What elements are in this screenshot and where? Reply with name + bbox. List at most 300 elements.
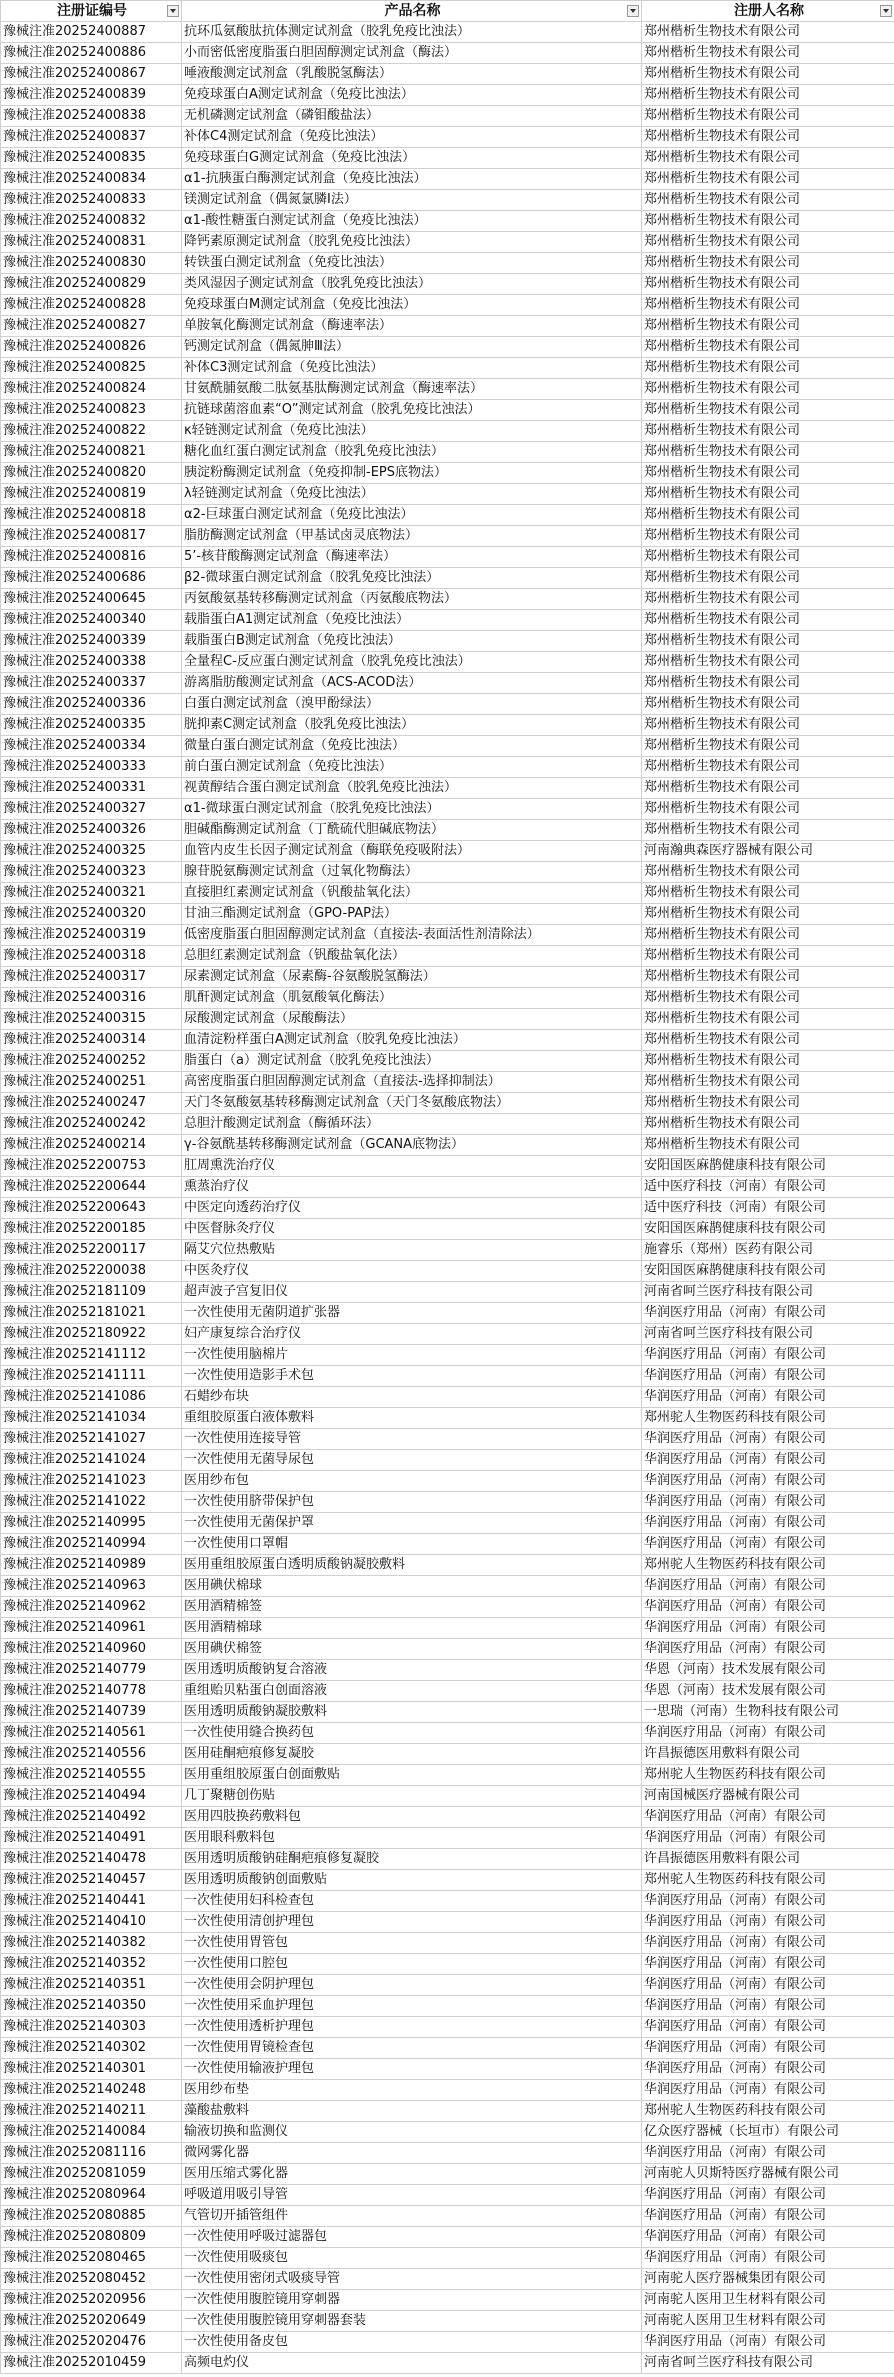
cell-registrant[interactable]: 华润医疗用品（河南）有限公司 xyxy=(642,1345,894,1366)
cell-registrant[interactable]: 郑州楷析生物技术有限公司 xyxy=(642,736,894,757)
cell-reg-no[interactable]: 豫械注准20252140556 xyxy=(1,1744,182,1765)
cell-product-name[interactable]: 重组贻贝粘蛋白创面溶液 xyxy=(182,1681,642,1702)
cell-reg-no[interactable]: 豫械注准20252400821 xyxy=(1,442,182,463)
cell-registrant[interactable]: 河南省呵兰医疗科技有限公司 xyxy=(642,2353,894,2374)
cell-registrant[interactable]: 华润医疗用品（河南）有限公司 xyxy=(642,1912,894,1933)
cell-registrant[interactable]: 郑州楷析生物技术有限公司 xyxy=(642,442,894,463)
cell-registrant[interactable]: 华润医疗用品（河南）有限公司 xyxy=(642,1597,894,1618)
cell-registrant[interactable]: 河南驼人医用卫生材料有限公司 xyxy=(642,2290,894,2311)
cell-product-name[interactable]: 小而密低密度脂蛋白胆固醇测定试剂盒（酶法） xyxy=(182,43,642,64)
cell-product-name[interactable]: 医用碘伏棉球 xyxy=(182,1576,642,1597)
cell-reg-no[interactable]: 豫械注准20252200753 xyxy=(1,1156,182,1177)
cell-reg-no[interactable]: 豫械注准20252141086 xyxy=(1,1387,182,1408)
cell-registrant[interactable]: 郑州楷析生物技术有限公司 xyxy=(642,1135,894,1156)
cell-registrant[interactable]: 郑州楷析生物技术有限公司 xyxy=(642,127,894,148)
cell-registrant[interactable]: 华恩（河南）技术发展有限公司 xyxy=(642,1681,894,1702)
cell-reg-no[interactable]: 豫械注准20252400686 xyxy=(1,568,182,589)
cell-reg-no[interactable]: 豫械注准20252400820 xyxy=(1,463,182,484)
cell-reg-no[interactable]: 豫械注准20252400318 xyxy=(1,946,182,967)
cell-reg-no[interactable]: 豫械注准20252200117 xyxy=(1,1240,182,1261)
cell-registrant[interactable]: 华润医疗用品（河南）有限公司 xyxy=(642,1891,894,1912)
cell-product-name[interactable]: 胆碱酯酶测定试剂盒（丁酰硫代胆碱底物法） xyxy=(182,820,642,841)
cell-reg-no[interactable]: 豫械注准20252400887 xyxy=(1,22,182,43)
cell-product-name[interactable]: 超声波子宫复旧仪 xyxy=(182,1282,642,1303)
cell-registrant[interactable]: 华润医疗用品（河南）有限公司 xyxy=(642,1807,894,1828)
filter-dropdown-icon[interactable] xyxy=(880,5,892,17)
cell-product-name[interactable]: 腺苷脱氨酶测定试剂盒（过氧化物酶法） xyxy=(182,862,642,883)
cell-product-name[interactable]: 医用纱布包 xyxy=(182,1471,642,1492)
cell-reg-no[interactable]: 豫械注准20252400247 xyxy=(1,1093,182,1114)
cell-product-name[interactable]: 一次性使用缝合换药包 xyxy=(182,1723,642,1744)
cell-product-name[interactable]: 一次性使用口罩帽 xyxy=(182,1534,642,1555)
cell-product-name[interactable]: 藻酸盐敷料 xyxy=(182,2101,642,2122)
cell-registrant[interactable]: 郑州楷析生物技术有限公司 xyxy=(642,85,894,106)
cell-product-name[interactable]: 一次性使用密闭式吸痰导管 xyxy=(182,2269,642,2290)
cell-reg-no[interactable]: 豫械注准20252140960 xyxy=(1,1639,182,1660)
cell-reg-no[interactable]: 豫械注准20252140351 xyxy=(1,1975,182,1996)
cell-product-name[interactable]: 一次性使用采血护理包 xyxy=(182,1996,642,2017)
cell-registrant[interactable]: 郑州楷析生物技术有限公司 xyxy=(642,316,894,337)
cell-registrant[interactable]: 安阳国医麻鹊健康科技有限公司 xyxy=(642,1261,894,1282)
cell-product-name[interactable]: 医用压缩式雾化器 xyxy=(182,2164,642,2185)
cell-reg-no[interactable]: 豫械注准20252080885 xyxy=(1,2206,182,2227)
cell-reg-no[interactable]: 豫械注准20252080809 xyxy=(1,2227,182,2248)
cell-registrant[interactable]: 郑州楷析生物技术有限公司 xyxy=(642,652,894,673)
cell-registrant[interactable]: 适中医疗科技（河南）有限公司 xyxy=(642,1198,894,1219)
cell-product-name[interactable]: 免疫球蛋白G测定试剂盒（免疫比浊法） xyxy=(182,148,642,169)
cell-registrant[interactable]: 华润医疗用品（河南）有限公司 xyxy=(642,1639,894,1660)
cell-registrant[interactable]: 郑州楷析生物技术有限公司 xyxy=(642,337,894,358)
cell-reg-no[interactable]: 豫械注准20252140303 xyxy=(1,2017,182,2038)
cell-reg-no[interactable]: 豫械注准20252400830 xyxy=(1,253,182,274)
cell-reg-no[interactable]: 豫械注准20252140478 xyxy=(1,1849,182,1870)
cell-registrant[interactable]: 华润医疗用品（河南）有限公司 xyxy=(642,2059,894,2080)
cell-product-name[interactable]: β2-微球蛋白测定试剂盒（胶乳免疫比浊法） xyxy=(182,568,642,589)
cell-reg-no[interactable]: 豫械注准20252400339 xyxy=(1,631,182,652)
cell-reg-no[interactable]: 豫械注准20252140995 xyxy=(1,1513,182,1534)
cell-registrant[interactable]: 郑州楷析生物技术有限公司 xyxy=(642,211,894,232)
cell-reg-no[interactable]: 豫械注准20252140441 xyxy=(1,1891,182,1912)
cell-reg-no[interactable]: 豫械注准20252400340 xyxy=(1,610,182,631)
cell-registrant[interactable]: 郑州楷析生物技术有限公司 xyxy=(642,694,894,715)
cell-registrant[interactable]: 郑州楷析生物技术有限公司 xyxy=(642,22,894,43)
cell-reg-no[interactable]: 豫械注准20252140962 xyxy=(1,1597,182,1618)
cell-product-name[interactable]: 医用透明质酸钠创面敷贴 xyxy=(182,1870,642,1891)
cell-product-name[interactable]: 隔艾穴位热敷贴 xyxy=(182,1240,642,1261)
cell-product-name[interactable]: 镁测定试剂盒（偶氮氯膦Ⅰ法） xyxy=(182,190,642,211)
filter-dropdown-icon[interactable] xyxy=(627,5,639,17)
cell-reg-no[interactable]: 豫械注准20252400320 xyxy=(1,904,182,925)
cell-registrant[interactable]: 河南驼人医用卫生材料有限公司 xyxy=(642,2311,894,2332)
cell-reg-no[interactable]: 豫械注准20252010459 xyxy=(1,2353,182,2374)
cell-reg-no[interactable]: 豫械注准20252020956 xyxy=(1,2290,182,2311)
cell-registrant[interactable]: 郑州楷析生物技术有限公司 xyxy=(642,148,894,169)
cell-product-name[interactable]: 一次性使用造影手术包 xyxy=(182,1366,642,1387)
cell-reg-no[interactable]: 豫械注准20252140457 xyxy=(1,1870,182,1891)
cell-reg-no[interactable]: 豫械注准20252400867 xyxy=(1,64,182,85)
cell-product-name[interactable]: 血清淀粉样蛋白A测定试剂盒（胶乳免疫比浊法） xyxy=(182,1030,642,1051)
cell-registrant[interactable]: 华润医疗用品（河南）有限公司 xyxy=(642,2227,894,2248)
cell-registrant[interactable]: 华润医疗用品（河南）有限公司 xyxy=(642,1429,894,1450)
cell-reg-no[interactable]: 豫械注准20252400317 xyxy=(1,967,182,988)
cell-reg-no[interactable]: 豫械注准20252140492 xyxy=(1,1807,182,1828)
cell-registrant[interactable]: 郑州楷析生物技术有限公司 xyxy=(642,568,894,589)
cell-product-name[interactable]: 尿素测定试剂盒（尿素酶-谷氨酸脱氢酶法） xyxy=(182,967,642,988)
cell-reg-no[interactable]: 豫械注准20252400335 xyxy=(1,715,182,736)
cell-reg-no[interactable]: 豫械注准20252400242 xyxy=(1,1114,182,1135)
cell-registrant[interactable]: 河南驼人医疗器械集团有限公司 xyxy=(642,2269,894,2290)
cell-registrant[interactable]: 郑州楷析生物技术有限公司 xyxy=(642,358,894,379)
cell-product-name[interactable]: 总胆汁酸测定试剂盒（酶循环法） xyxy=(182,1114,642,1135)
cell-registrant[interactable]: 郑州楷析生物技术有限公司 xyxy=(642,547,894,568)
cell-product-name[interactable]: 抗链球菌溶血素“O”测定试剂盒（胶乳免疫比浊法） xyxy=(182,400,642,421)
cell-product-name[interactable]: 一次性使用连接导管 xyxy=(182,1429,642,1450)
cell-product-name[interactable]: 高密度脂蛋白胆固醇测定试剂盒（直接法-选择抑制法） xyxy=(182,1072,642,1093)
cell-registrant[interactable]: 华恩（河南）技术发展有限公司 xyxy=(642,1660,894,1681)
cell-product-name[interactable]: 载脂蛋白B测定试剂盒（免疫比浊法） xyxy=(182,631,642,652)
cell-reg-no[interactable]: 豫械注准20252081116 xyxy=(1,2143,182,2164)
cell-registrant[interactable]: 郑州楷析生物技术有限公司 xyxy=(642,589,894,610)
cell-registrant[interactable]: 郑州楷析生物技术有限公司 xyxy=(642,526,894,547)
cell-product-name[interactable]: 中医定向透药治疗仪 xyxy=(182,1198,642,1219)
cell-registrant[interactable]: 施睿乐（郑州）医药有限公司 xyxy=(642,1240,894,1261)
cell-product-name[interactable]: 一次性使用无菌导尿包 xyxy=(182,1450,642,1471)
cell-registrant[interactable]: 华润医疗用品（河南）有限公司 xyxy=(642,1975,894,1996)
cell-reg-no[interactable]: 豫械注准20252141024 xyxy=(1,1450,182,1471)
cell-product-name[interactable]: 载脂蛋白A1测定试剂盒（免疫比浊法） xyxy=(182,610,642,631)
cell-registrant[interactable]: 郑州楷析生物技术有限公司 xyxy=(642,484,894,505)
cell-reg-no[interactable]: 豫械注准20252400817 xyxy=(1,526,182,547)
cell-registrant[interactable]: 郑州楷析生物技术有限公司 xyxy=(642,1009,894,1030)
cell-reg-no[interactable]: 豫械注准20252080452 xyxy=(1,2269,182,2290)
cell-registrant[interactable]: 郑州楷析生物技术有限公司 xyxy=(642,43,894,64)
cell-product-name[interactable]: 呼吸道用吸引导管 xyxy=(182,2185,642,2206)
cell-registrant[interactable]: 郑州楷析生物技术有限公司 xyxy=(642,64,894,85)
cell-product-name[interactable]: 天门冬氨酸氨基转移酶测定试剂盒（天门冬氨酸底物法） xyxy=(182,1093,642,1114)
cell-registrant[interactable]: 华润医疗用品（河南）有限公司 xyxy=(642,1933,894,1954)
cell-product-name[interactable]: 一次性使用呼吸过滤器包 xyxy=(182,2227,642,2248)
cell-reg-no[interactable]: 豫械注准20252400823 xyxy=(1,400,182,421)
cell-reg-no[interactable]: 豫械注准20252080465 xyxy=(1,2248,182,2269)
cell-registrant[interactable]: 郑州楷析生物技术有限公司 xyxy=(642,631,894,652)
cell-reg-no[interactable]: 豫械注准20252200643 xyxy=(1,1198,182,1219)
cell-product-name[interactable]: 医用透明质酸钠凝胶敷料 xyxy=(182,1702,642,1723)
cell-product-name[interactable]: 胰淀粉酶测定试剂盒（免疫抑制-EPS底物法） xyxy=(182,463,642,484)
cell-registrant[interactable]: 一思瑞（河南）生物科技有限公司 xyxy=(642,1702,894,1723)
cell-product-name[interactable]: 一次性使用透析护理包 xyxy=(182,2017,642,2038)
cell-product-name[interactable]: 抗环瓜氨酸肽抗体测定试剂盒（胶乳免疫比浊法） xyxy=(182,22,642,43)
cell-registrant[interactable]: 郑州楷析生物技术有限公司 xyxy=(642,925,894,946)
cell-reg-no[interactable]: 豫械注准20252140301 xyxy=(1,2059,182,2080)
cell-reg-no[interactable]: 豫械注准20252020649 xyxy=(1,2311,182,2332)
cell-registrant[interactable]: 安阳国医麻鹊健康科技有限公司 xyxy=(642,1156,894,1177)
cell-product-name[interactable]: 几丁聚糖创伤贴 xyxy=(182,1786,642,1807)
cell-product-name[interactable]: 一次性使用吸痰包 xyxy=(182,2248,642,2269)
cell-product-name[interactable]: 补体C3测定试剂盒（免疫比浊法） xyxy=(182,358,642,379)
cell-registrant[interactable]: 河南省呵兰医疗科技有限公司 xyxy=(642,1282,894,1303)
cell-reg-no[interactable]: 豫械注准20252140410 xyxy=(1,1912,182,1933)
cell-product-name[interactable]: 一次性使用输液护理包 xyxy=(182,2059,642,2080)
cell-product-name[interactable]: 微量白蛋白测定试剂盒（免疫比浊法） xyxy=(182,736,642,757)
cell-product-name[interactable]: 尿酸测定试剂盒（尿酸酶法） xyxy=(182,1009,642,1030)
cell-registrant[interactable]: 郑州驼人生物医药科技有限公司 xyxy=(642,2101,894,2122)
cell-product-name[interactable]: 甘氨酰脯氨酸二肽氨基肽酶测定试剂盒（酶速率法） xyxy=(182,379,642,400)
cell-reg-no[interactable]: 豫械注准20252140352 xyxy=(1,1954,182,1975)
cell-registrant[interactable]: 华润医疗用品（河南）有限公司 xyxy=(642,2080,894,2101)
cell-reg-no[interactable]: 豫械注准20252400886 xyxy=(1,43,182,64)
cell-reg-no[interactable]: 豫械注准20252140248 xyxy=(1,2080,182,2101)
cell-registrant[interactable]: 郑州楷析生物技术有限公司 xyxy=(642,1114,894,1135)
cell-reg-no[interactable]: 豫械注准20252200038 xyxy=(1,1261,182,1282)
cell-reg-no[interactable]: 豫械注准20252400252 xyxy=(1,1051,182,1072)
cell-reg-no[interactable]: 豫械注准20252400336 xyxy=(1,694,182,715)
cell-reg-no[interactable]: 豫械注准20252141023 xyxy=(1,1471,182,1492)
cell-product-name[interactable]: κ轻链测定试剂盒（免疫比浊法） xyxy=(182,421,642,442)
cell-reg-no[interactable]: 豫械注准20252400316 xyxy=(1,988,182,1009)
cell-product-name[interactable]: 妇产康复综合治疗仪 xyxy=(182,1324,642,1345)
cell-product-name[interactable]: α1-抗胰蛋白酶测定试剂盒（免疫比浊法） xyxy=(182,169,642,190)
cell-reg-no[interactable]: 豫械注准20252400251 xyxy=(1,1072,182,1093)
cell-registrant[interactable]: 河南驼人贝斯特医疗器械有限公司 xyxy=(642,2164,894,2185)
cell-product-name[interactable]: 单胺氧化酶测定试剂盒（酶速率法） xyxy=(182,316,642,337)
cell-product-name[interactable]: 一次性使用脑棉片 xyxy=(182,1345,642,1366)
cell-reg-no[interactable]: 豫械注准20252141034 xyxy=(1,1408,182,1429)
cell-reg-no[interactable]: 豫械注准20252400828 xyxy=(1,295,182,316)
cell-reg-no[interactable]: 豫械注准20252400315 xyxy=(1,1009,182,1030)
cell-product-name[interactable]: 高频电灼仪 xyxy=(182,2353,642,2374)
cell-registrant[interactable]: 郑州楷析生物技术有限公司 xyxy=(642,232,894,253)
cell-product-name[interactable]: 一次性使用腹腔镜用穿刺器 xyxy=(182,2290,642,2311)
cell-product-name[interactable]: 前白蛋白测定试剂盒（免疫比浊法） xyxy=(182,757,642,778)
cell-product-name[interactable]: 医用重组胶原蛋白透明质酸钠凝胶敷料 xyxy=(182,1555,642,1576)
cell-reg-no[interactable]: 豫械注准20252140350 xyxy=(1,1996,182,2017)
cell-reg-no[interactable]: 豫械注准20252400835 xyxy=(1,148,182,169)
cell-reg-no[interactable]: 豫械注准20252400334 xyxy=(1,736,182,757)
cell-product-name[interactable]: 甘油三酯测定试剂盒（GPO-PAP法） xyxy=(182,904,642,925)
cell-reg-no[interactable]: 豫械注准20252141111 xyxy=(1,1366,182,1387)
cell-registrant[interactable]: 郑州楷析生物技术有限公司 xyxy=(642,610,894,631)
cell-product-name[interactable]: 医用四肢换药敷料包 xyxy=(182,1807,642,1828)
cell-registrant[interactable]: 郑州驼人生物医药科技有限公司 xyxy=(642,1555,894,1576)
cell-reg-no[interactable]: 豫械注准20252400831 xyxy=(1,232,182,253)
cell-product-name[interactable]: 一次性使用胃管包 xyxy=(182,1933,642,1954)
cell-registrant[interactable]: 郑州楷析生物技术有限公司 xyxy=(642,1051,894,1072)
cell-reg-no[interactable]: 豫械注准20252140989 xyxy=(1,1555,182,1576)
cell-product-name[interactable]: 医用重组胶原蛋白创面敷贴 xyxy=(182,1765,642,1786)
cell-registrant[interactable]: 郑州楷析生物技术有限公司 xyxy=(642,778,894,799)
cell-reg-no[interactable]: 豫械注准20252181021 xyxy=(1,1303,182,1324)
cell-reg-no[interactable]: 豫械注准20252180922 xyxy=(1,1324,182,1345)
cell-registrant[interactable]: 郑州楷析生物技术有限公司 xyxy=(642,190,894,211)
cell-product-name[interactable]: 医用眼科敷料包 xyxy=(182,1828,642,1849)
cell-registrant[interactable]: 郑州驼人生物医药科技有限公司 xyxy=(642,1870,894,1891)
cell-reg-no[interactable]: 豫械注准20252400839 xyxy=(1,85,182,106)
cell-reg-no[interactable]: 豫械注准20252140491 xyxy=(1,1828,182,1849)
cell-registrant[interactable]: 适中医疗科技（河南）有限公司 xyxy=(642,1177,894,1198)
cell-product-name[interactable]: 一次性使用脐带保护包 xyxy=(182,1492,642,1513)
cell-registrant[interactable]: 华润医疗用品（河南）有限公司 xyxy=(642,1492,894,1513)
cell-registrant[interactable]: 安阳国医麻鹊健康科技有限公司 xyxy=(642,1219,894,1240)
cell-reg-no[interactable]: 豫械注准20252400319 xyxy=(1,925,182,946)
cell-reg-no[interactable]: 豫械注准20252141027 xyxy=(1,1429,182,1450)
cell-registrant[interactable]: 郑州驼人生物医药科技有限公司 xyxy=(642,1765,894,1786)
cell-registrant[interactable]: 郑州楷析生物技术有限公司 xyxy=(642,1072,894,1093)
cell-product-name[interactable]: 钙测定试剂盒（偶氮胂Ⅲ法） xyxy=(182,337,642,358)
cell-registrant[interactable]: 华润医疗用品（河南）有限公司 xyxy=(642,1618,894,1639)
cell-registrant[interactable]: 华润医疗用品（河南）有限公司 xyxy=(642,1576,894,1597)
cell-product-name[interactable]: 一次性使用无菌保护罩 xyxy=(182,1513,642,1534)
cell-product-name[interactable]: 医用酒精棉球 xyxy=(182,1618,642,1639)
cell-registrant[interactable]: 河南国械医疗器械有限公司 xyxy=(642,1786,894,1807)
cell-reg-no[interactable]: 豫械注准20252400834 xyxy=(1,169,182,190)
cell-registrant[interactable]: 郑州楷析生物技术有限公司 xyxy=(642,1030,894,1051)
cell-registrant[interactable]: 华润医疗用品（河南）有限公司 xyxy=(642,2017,894,2038)
cell-product-name[interactable]: 白蛋白测定试剂盒（溴甲酚绿法） xyxy=(182,694,642,715)
cell-reg-no[interactable]: 豫械注准20252400838 xyxy=(1,106,182,127)
cell-registrant[interactable]: 河南瀚典森医疗器械有限公司 xyxy=(642,841,894,862)
cell-product-name[interactable]: 一次性使用会阴护理包 xyxy=(182,1975,642,1996)
cell-product-name[interactable]: 转铁蛋白测定试剂盒（免疫比浊法） xyxy=(182,253,642,274)
cell-product-name[interactable]: 中医督脉灸疗仪 xyxy=(182,1219,642,1240)
cell-registrant[interactable]: 亿众医疗器械（长垣市）有限公司 xyxy=(642,2122,894,2143)
cell-product-name[interactable]: 一次性使用无菌阴道扩张器 xyxy=(182,1303,642,1324)
cell-registrant[interactable]: 郑州楷析生物技术有限公司 xyxy=(642,862,894,883)
cell-reg-no[interactable]: 豫械注准20252400824 xyxy=(1,379,182,400)
cell-reg-no[interactable]: 豫械注准20252400829 xyxy=(1,274,182,295)
cell-registrant[interactable]: 华润医疗用品（河南）有限公司 xyxy=(642,2206,894,2227)
cell-registrant[interactable]: 华润医疗用品（河南）有限公司 xyxy=(642,2248,894,2269)
cell-product-name[interactable]: α2-巨球蛋白测定试剂盒（免疫比浊法） xyxy=(182,505,642,526)
cell-reg-no[interactable]: 豫械注准20252140963 xyxy=(1,1576,182,1597)
cell-reg-no[interactable]: 豫械注准20252400333 xyxy=(1,757,182,778)
cell-registrant[interactable]: 郑州楷析生物技术有限公司 xyxy=(642,379,894,400)
cell-reg-no[interactable]: 豫械注准20252080964 xyxy=(1,2185,182,2206)
cell-product-name[interactable]: 一次性使用胃镜检查包 xyxy=(182,2038,642,2059)
cell-registrant[interactable]: 郑州楷析生物技术有限公司 xyxy=(642,715,894,736)
cell-product-name[interactable]: 免疫球蛋白A测定试剂盒（免疫比浊法） xyxy=(182,85,642,106)
cell-registrant[interactable]: 许昌振德医用敷料有限公司 xyxy=(642,1849,894,1870)
cell-reg-no[interactable]: 豫械注准20252400325 xyxy=(1,841,182,862)
cell-reg-no[interactable]: 豫械注准20252400832 xyxy=(1,211,182,232)
cell-product-name[interactable]: 医用透明质酸钠硅酮疤痕修复凝胶 xyxy=(182,1849,642,1870)
cell-product-name[interactable]: 丙氨酸氨基转移酶测定试剂盒（丙氨酸底物法） xyxy=(182,589,642,610)
cell-reg-no[interactable]: 豫械注准20252140561 xyxy=(1,1723,182,1744)
cell-reg-no[interactable]: 豫械注准20252140382 xyxy=(1,1933,182,1954)
cell-product-name[interactable]: 一次性使用备皮包 xyxy=(182,2332,642,2353)
cell-product-name[interactable]: 免疫球蛋白M测定试剂盒（免疫比浊法） xyxy=(182,295,642,316)
cell-registrant[interactable]: 许昌振德医用敷料有限公司 xyxy=(642,1744,894,1765)
cell-reg-no[interactable]: 豫械注准20252400327 xyxy=(1,799,182,820)
cell-product-name[interactable]: 肌酐测定试剂盒（肌氨酸氧化酶法） xyxy=(182,988,642,1009)
cell-registrant[interactable]: 华润医疗用品（河南）有限公司 xyxy=(642,1387,894,1408)
cell-reg-no[interactable]: 豫械注准20252400337 xyxy=(1,673,182,694)
cell-product-name[interactable]: γ-谷氨酰基转移酶测定试剂盒（GCANA底物法） xyxy=(182,1135,642,1156)
cell-registrant[interactable]: 郑州楷析生物技术有限公司 xyxy=(642,757,894,778)
cell-reg-no[interactable]: 豫械注准20252140994 xyxy=(1,1534,182,1555)
cell-product-name[interactable]: 全量程C-反应蛋白测定试剂盒（胶乳免疫比浊法） xyxy=(182,652,642,673)
cell-reg-no[interactable]: 豫械注准20252400331 xyxy=(1,778,182,799)
cell-reg-no[interactable]: 豫械注准20252400326 xyxy=(1,820,182,841)
cell-reg-no[interactable]: 豫械注准20252400818 xyxy=(1,505,182,526)
cell-product-name[interactable]: 胱抑素C测定试剂盒（胶乳免疫比浊法） xyxy=(182,715,642,736)
cell-registrant[interactable]: 郑州楷析生物技术有限公司 xyxy=(642,169,894,190)
cell-reg-no[interactable]: 豫械注准20252400214 xyxy=(1,1135,182,1156)
cell-product-name[interactable]: 唾液酸测定试剂盒（乳酸脱氢酶法） xyxy=(182,64,642,85)
cell-reg-no[interactable]: 豫械注准20252141022 xyxy=(1,1492,182,1513)
cell-product-name[interactable]: 中医灸疗仪 xyxy=(182,1261,642,1282)
cell-reg-no[interactable]: 豫械注准20252400822 xyxy=(1,421,182,442)
cell-reg-no[interactable]: 豫械注准20252400833 xyxy=(1,190,182,211)
cell-product-name[interactable]: α1-酸性糖蛋白测定试剂盒（免疫比浊法） xyxy=(182,211,642,232)
cell-product-name[interactable]: 重组胶原蛋白液体敷料 xyxy=(182,1408,642,1429)
cell-registrant[interactable]: 郑州楷析生物技术有限公司 xyxy=(642,946,894,967)
cell-registrant[interactable]: 华润医疗用品（河南）有限公司 xyxy=(642,1303,894,1324)
cell-reg-no[interactable]: 豫械注准20252400837 xyxy=(1,127,182,148)
cell-registrant[interactable]: 华润医疗用品（河南）有限公司 xyxy=(642,1828,894,1849)
cell-product-name[interactable]: 无机磷测定试剂盒（磷钼酸盐法） xyxy=(182,106,642,127)
cell-registrant[interactable]: 华润医疗用品（河南）有限公司 xyxy=(642,1954,894,1975)
cell-reg-no[interactable]: 豫械注准20252400826 xyxy=(1,337,182,358)
cell-registrant[interactable]: 郑州楷析生物技术有限公司 xyxy=(642,799,894,820)
cell-registrant[interactable]: 郑州楷析生物技术有限公司 xyxy=(642,106,894,127)
cell-registrant[interactable]: 郑州楷析生物技术有限公司 xyxy=(642,505,894,526)
cell-product-name[interactable]: 医用硅酮疤痕修复凝胶 xyxy=(182,1744,642,1765)
cell-registrant[interactable]: 郑州驼人生物医药科技有限公司 xyxy=(642,1408,894,1429)
cell-registrant[interactable]: 华润医疗用品（河南）有限公司 xyxy=(642,2332,894,2353)
cell-reg-no[interactable]: 豫械注准20252140778 xyxy=(1,1681,182,1702)
cell-reg-no[interactable]: 豫械注准20252400323 xyxy=(1,862,182,883)
cell-product-name[interactable]: 一次性使用清创护理包 xyxy=(182,1912,642,1933)
cell-reg-no[interactable]: 豫械注准20252140494 xyxy=(1,1786,182,1807)
cell-reg-no[interactable]: 豫械注准20252400314 xyxy=(1,1030,182,1051)
cell-registrant[interactable]: 郑州楷析生物技术有限公司 xyxy=(642,463,894,484)
cell-registrant[interactable]: 郑州楷析生物技术有限公司 xyxy=(642,673,894,694)
cell-product-name[interactable]: 一次性使用妇科检查包 xyxy=(182,1891,642,1912)
cell-product-name[interactable]: 医用碘伏棉签 xyxy=(182,1639,642,1660)
cell-reg-no[interactable]: 豫械注准20252400816 xyxy=(1,547,182,568)
cell-reg-no[interactable]: 豫械注准20252181109 xyxy=(1,1282,182,1303)
cell-registrant[interactable]: 华润医疗用品（河南）有限公司 xyxy=(642,1723,894,1744)
cell-product-name[interactable]: 熏蒸治疗仪 xyxy=(182,1177,642,1198)
cell-reg-no[interactable]: 豫械注准20252140084 xyxy=(1,2122,182,2143)
cell-product-name[interactable]: 医用酒精棉签 xyxy=(182,1597,642,1618)
cell-registrant[interactable]: 华润医疗用品（河南）有限公司 xyxy=(642,2143,894,2164)
cell-product-name[interactable]: 糖化血红蛋白测定试剂盒（胶乳免疫比浊法） xyxy=(182,442,642,463)
cell-reg-no[interactable]: 豫械注准20252140739 xyxy=(1,1702,182,1723)
cell-reg-no[interactable]: 豫械注准20252140555 xyxy=(1,1765,182,1786)
cell-reg-no[interactable]: 豫械注准20252140211 xyxy=(1,2101,182,2122)
cell-product-name[interactable]: 医用纱布垫 xyxy=(182,2080,642,2101)
cell-reg-no[interactable]: 豫械注准20252140961 xyxy=(1,1618,182,1639)
cell-reg-no[interactable]: 豫械注准20252081059 xyxy=(1,2164,182,2185)
cell-product-name[interactable]: 血管内皮生长因子测定试剂盒（酶联免疫吸附法） xyxy=(182,841,642,862)
cell-reg-no[interactable]: 豫械注准20252200644 xyxy=(1,1177,182,1198)
filter-dropdown-icon[interactable] xyxy=(167,5,179,17)
cell-registrant[interactable]: 华润医疗用品（河南）有限公司 xyxy=(642,1996,894,2017)
cell-product-name[interactable]: 脂肪酶测定试剂盒（甲基试卤灵底物法） xyxy=(182,526,642,547)
cell-registrant[interactable]: 郑州楷析生物技术有限公司 xyxy=(642,253,894,274)
cell-registrant[interactable]: 华润医疗用品（河南）有限公司 xyxy=(642,2185,894,2206)
cell-registrant[interactable]: 郑州楷析生物技术有限公司 xyxy=(642,883,894,904)
cell-product-name[interactable]: 气管切开插管组件 xyxy=(182,2206,642,2227)
cell-registrant[interactable]: 河南省呵兰医疗科技有限公司 xyxy=(642,1324,894,1345)
cell-reg-no[interactable]: 豫械注准20252141112 xyxy=(1,1345,182,1366)
cell-registrant[interactable]: 华润医疗用品（河南）有限公司 xyxy=(642,1513,894,1534)
cell-product-name[interactable]: 医用透明质酸钠复合溶液 xyxy=(182,1660,642,1681)
cell-product-name[interactable]: 游离脂肪酸测定试剂盒（ACS-ACOD法） xyxy=(182,673,642,694)
cell-product-name[interactable]: 一次性使用口腔包 xyxy=(182,1954,642,1975)
cell-product-name[interactable]: 脂蛋白（a）测定试剂盒（胶乳免疫比浊法） xyxy=(182,1051,642,1072)
